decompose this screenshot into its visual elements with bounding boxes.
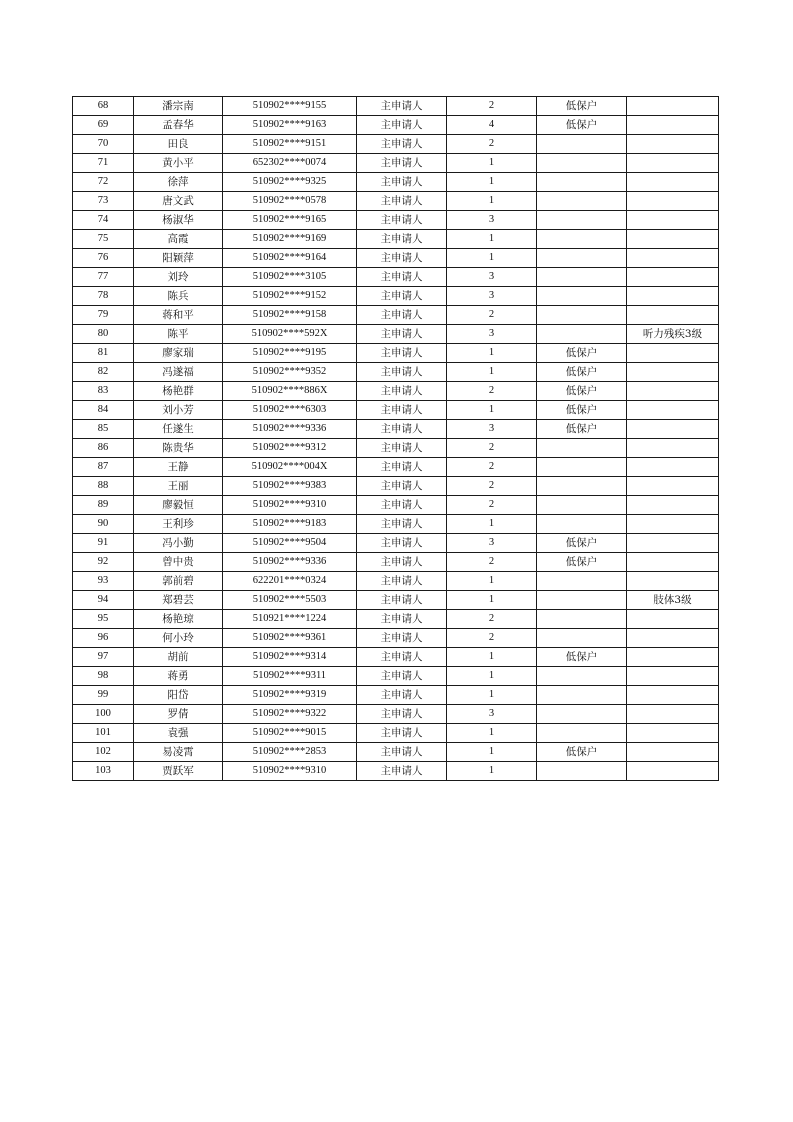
table-row (73, 268, 719, 287)
table-row (73, 287, 719, 306)
table-row (73, 116, 719, 135)
name-cell: 田良 (134, 135, 223, 154)
id-number-cell: 510902****5503 (223, 591, 357, 610)
assistance-type-cell (537, 629, 627, 648)
name-cell: 唐文武 (134, 192, 223, 211)
disability-cell (627, 762, 719, 781)
disability-cell (627, 268, 719, 287)
table-row (73, 439, 719, 458)
seq-cell: 96 (73, 629, 134, 648)
household-count-cell: 1 (447, 401, 537, 420)
assistance-type-cell: 低保户 (537, 743, 627, 762)
role-cell: 主申请人 (357, 743, 447, 762)
applicant-table-body (73, 97, 719, 781)
disability-cell (627, 211, 719, 230)
disability-cell (627, 344, 719, 363)
disability-cell (627, 610, 719, 629)
id-number-cell: 510902****9319 (223, 686, 357, 705)
id-number-cell: 510902****9152 (223, 287, 357, 306)
assistance-type-cell (537, 762, 627, 781)
assistance-type-cell: 低保户 (537, 344, 627, 363)
household-count-cell: 2 (447, 629, 537, 648)
assistance-type-cell (537, 306, 627, 325)
household-count-cell: 1 (447, 743, 537, 762)
name-cell: 郭前碧 (134, 572, 223, 591)
role-cell: 主申请人 (357, 249, 447, 268)
name-cell: 胡前 (134, 648, 223, 667)
seq-cell: 90 (73, 515, 134, 534)
id-number-cell: 510902****9336 (223, 420, 357, 439)
household-count-cell: 1 (447, 344, 537, 363)
table-row (73, 667, 719, 686)
seq-cell: 87 (73, 458, 134, 477)
role-cell: 主申请人 (357, 97, 447, 116)
household-count-cell: 3 (447, 705, 537, 724)
table-row (73, 534, 719, 553)
role-cell: 主申请人 (357, 154, 447, 173)
household-count-cell: 3 (447, 287, 537, 306)
assistance-type-cell (537, 591, 627, 610)
household-count-cell: 2 (447, 496, 537, 515)
disability-cell (627, 401, 719, 420)
table-row (73, 724, 719, 743)
disability-cell (627, 287, 719, 306)
id-number-cell: 510902****9314 (223, 648, 357, 667)
assistance-type-cell (537, 439, 627, 458)
assistance-type-cell (537, 686, 627, 705)
seq-cell: 86 (73, 439, 134, 458)
seq-cell: 68 (73, 97, 134, 116)
assistance-type-cell: 低保户 (537, 116, 627, 135)
disability-cell (627, 249, 719, 268)
assistance-type-cell: 低保户 (537, 420, 627, 439)
household-count-cell: 2 (447, 458, 537, 477)
name-cell: 冯遂福 (134, 363, 223, 382)
role-cell: 主申请人 (357, 230, 447, 249)
seq-cell: 89 (73, 496, 134, 515)
name-cell: 陈贵华 (134, 439, 223, 458)
assistance-type-cell (537, 249, 627, 268)
assistance-type-cell (537, 173, 627, 192)
seq-cell: 92 (73, 553, 134, 572)
household-count-cell: 2 (447, 553, 537, 572)
id-number-cell: 510902****9151 (223, 135, 357, 154)
disability-cell (627, 173, 719, 192)
table-row (73, 629, 719, 648)
role-cell: 主申请人 (357, 420, 447, 439)
name-cell: 王丽 (134, 477, 223, 496)
role-cell: 主申请人 (357, 192, 447, 211)
role-cell: 主申请人 (357, 458, 447, 477)
disability-cell (627, 743, 719, 762)
name-cell: 任遂生 (134, 420, 223, 439)
role-cell: 主申请人 (357, 648, 447, 667)
name-cell: 廖毅恒 (134, 496, 223, 515)
id-number-cell: 510902****9169 (223, 230, 357, 249)
id-number-cell: 510902****9165 (223, 211, 357, 230)
disability-cell (627, 116, 719, 135)
name-cell: 蒋和平 (134, 306, 223, 325)
id-number-cell: 510902****9015 (223, 724, 357, 743)
household-count-cell: 1 (447, 230, 537, 249)
table-row (73, 610, 719, 629)
name-cell: 郑碧芸 (134, 591, 223, 610)
name-cell: 阳岱 (134, 686, 223, 705)
table-row (73, 648, 719, 667)
household-count-cell: 1 (447, 591, 537, 610)
disability-cell (627, 496, 719, 515)
seq-cell: 75 (73, 230, 134, 249)
seq-cell: 88 (73, 477, 134, 496)
table-row (73, 154, 719, 173)
household-count-cell: 1 (447, 249, 537, 268)
role-cell: 主申请人 (357, 401, 447, 420)
assistance-type-cell (537, 515, 627, 534)
assistance-type-cell (537, 211, 627, 230)
role-cell: 主申请人 (357, 629, 447, 648)
table-row (73, 743, 719, 762)
household-count-cell: 3 (447, 325, 537, 344)
role-cell: 主申请人 (357, 591, 447, 610)
id-number-cell: 510902****9163 (223, 116, 357, 135)
name-cell: 杨艳琼 (134, 610, 223, 629)
table-row (73, 192, 719, 211)
table-row (73, 97, 719, 116)
assistance-type-cell (537, 268, 627, 287)
role-cell: 主申请人 (357, 211, 447, 230)
assistance-type-cell (537, 135, 627, 154)
seq-cell: 84 (73, 401, 134, 420)
role-cell: 主申请人 (357, 686, 447, 705)
name-cell: 刘玲 (134, 268, 223, 287)
assistance-type-cell (537, 724, 627, 743)
household-count-cell: 1 (447, 154, 537, 173)
assistance-type-cell: 低保户 (537, 363, 627, 382)
name-cell: 刘小芳 (134, 401, 223, 420)
disability-cell (627, 515, 719, 534)
name-cell: 袁强 (134, 724, 223, 743)
seq-cell: 97 (73, 648, 134, 667)
disability-cell: 肢体3级 (627, 591, 719, 610)
assistance-type-cell (537, 458, 627, 477)
assistance-type-cell (537, 610, 627, 629)
household-count-cell: 2 (447, 477, 537, 496)
table-row (73, 496, 719, 515)
id-number-cell: 510902****9195 (223, 344, 357, 363)
id-number-cell: 510902****9183 (223, 515, 357, 534)
assistance-type-cell (537, 230, 627, 249)
id-number-cell: 510902****886X (223, 382, 357, 401)
assistance-type-cell (537, 496, 627, 515)
household-count-cell: 3 (447, 420, 537, 439)
id-number-cell: 510902****9352 (223, 363, 357, 382)
household-count-cell: 1 (447, 686, 537, 705)
table-row (73, 686, 719, 705)
assistance-type-cell (537, 192, 627, 211)
id-number-cell: 510902****9164 (223, 249, 357, 268)
disability-cell (627, 420, 719, 439)
household-count-cell: 2 (447, 97, 537, 116)
id-number-cell: 510902****9325 (223, 173, 357, 192)
id-number-cell: 510902****004X (223, 458, 357, 477)
role-cell: 主申请人 (357, 363, 447, 382)
name-cell: 冯小勤 (134, 534, 223, 553)
role-cell: 主申请人 (357, 287, 447, 306)
name-cell: 高霞 (134, 230, 223, 249)
seq-cell: 102 (73, 743, 134, 762)
table-row (73, 515, 719, 534)
seq-cell: 71 (73, 154, 134, 173)
household-count-cell: 2 (447, 382, 537, 401)
assistance-type-cell: 低保户 (537, 648, 627, 667)
name-cell: 廖家瑞 (134, 344, 223, 363)
table-row (73, 325, 719, 344)
disability-cell (627, 534, 719, 553)
disability-cell (627, 382, 719, 401)
seq-cell: 101 (73, 724, 134, 743)
id-number-cell: 510902****9310 (223, 762, 357, 781)
id-number-cell: 510902****9504 (223, 534, 357, 553)
household-count-cell: 2 (447, 135, 537, 154)
disability-cell (627, 724, 719, 743)
table-row (73, 705, 719, 724)
seq-cell: 91 (73, 534, 134, 553)
name-cell: 蒋勇 (134, 667, 223, 686)
id-number-cell: 510902****9312 (223, 439, 357, 458)
id-number-cell: 510902****9158 (223, 306, 357, 325)
table-row (73, 211, 719, 230)
household-count-cell: 1 (447, 192, 537, 211)
role-cell: 主申请人 (357, 306, 447, 325)
assistance-type-cell (537, 667, 627, 686)
id-number-cell: 510902****9361 (223, 629, 357, 648)
seq-cell: 82 (73, 363, 134, 382)
name-cell: 易凌霄 (134, 743, 223, 762)
table-row (73, 173, 719, 192)
name-cell: 陈兵 (134, 287, 223, 306)
name-cell: 杨淑华 (134, 211, 223, 230)
disability-cell (627, 667, 719, 686)
name-cell: 王静 (134, 458, 223, 477)
name-cell: 王利珍 (134, 515, 223, 534)
id-number-cell: 510921****1224 (223, 610, 357, 629)
role-cell: 主申请人 (357, 705, 447, 724)
household-count-cell: 1 (447, 363, 537, 382)
seq-cell: 79 (73, 306, 134, 325)
role-cell: 主申请人 (357, 116, 447, 135)
household-count-cell: 1 (447, 667, 537, 686)
name-cell: 阳颖萍 (134, 249, 223, 268)
seq-cell: 74 (73, 211, 134, 230)
table-row (73, 458, 719, 477)
household-count-cell: 3 (447, 534, 537, 553)
household-count-cell: 3 (447, 268, 537, 287)
assistance-type-cell: 低保户 (537, 553, 627, 572)
id-number-cell: 510902****6303 (223, 401, 357, 420)
table-row (73, 344, 719, 363)
table-row (73, 306, 719, 325)
id-number-cell: 510902****9310 (223, 496, 357, 515)
table-row (73, 553, 719, 572)
id-number-cell: 510902****2853 (223, 743, 357, 762)
assistance-type-cell (537, 154, 627, 173)
seq-cell: 98 (73, 667, 134, 686)
role-cell: 主申请人 (357, 553, 447, 572)
disability-cell (627, 553, 719, 572)
seq-cell: 85 (73, 420, 134, 439)
disability-cell (627, 363, 719, 382)
seq-cell: 83 (73, 382, 134, 401)
disability-cell (627, 306, 719, 325)
id-number-cell: 510902****0578 (223, 192, 357, 211)
role-cell: 主申请人 (357, 477, 447, 496)
disability-cell (627, 439, 719, 458)
assistance-type-cell: 低保户 (537, 534, 627, 553)
id-number-cell: 510902****592X (223, 325, 357, 344)
disability-cell (627, 135, 719, 154)
seq-cell: 72 (73, 173, 134, 192)
seq-cell: 103 (73, 762, 134, 781)
id-number-cell: 652302****0074 (223, 154, 357, 173)
disability-cell (627, 629, 719, 648)
household-count-cell: 1 (447, 648, 537, 667)
disability-cell (627, 154, 719, 173)
name-cell: 黄小平 (134, 154, 223, 173)
role-cell: 主申请人 (357, 534, 447, 553)
seq-cell: 100 (73, 705, 134, 724)
assistance-type-cell: 低保户 (537, 97, 627, 116)
table-row (73, 135, 719, 154)
role-cell: 主申请人 (357, 439, 447, 458)
household-count-cell: 1 (447, 572, 537, 591)
name-cell: 贾跃军 (134, 762, 223, 781)
assistance-type-cell (537, 477, 627, 496)
disability-cell (627, 230, 719, 249)
household-count-cell: 4 (447, 116, 537, 135)
disability-cell (627, 686, 719, 705)
role-cell: 主申请人 (357, 268, 447, 287)
name-cell: 曾中贵 (134, 553, 223, 572)
id-number-cell: 622201****0324 (223, 572, 357, 591)
seq-cell: 78 (73, 287, 134, 306)
role-cell: 主申请人 (357, 496, 447, 515)
id-number-cell: 510902****9322 (223, 705, 357, 724)
household-count-cell: 1 (447, 762, 537, 781)
id-number-cell: 510902****9336 (223, 553, 357, 572)
table-row (73, 230, 719, 249)
assistance-type-cell: 低保户 (537, 382, 627, 401)
role-cell: 主申请人 (357, 724, 447, 743)
id-number-cell: 510902****9383 (223, 477, 357, 496)
seq-cell: 73 (73, 192, 134, 211)
table-row (73, 420, 719, 439)
household-count-cell: 1 (447, 173, 537, 192)
seq-cell: 93 (73, 572, 134, 591)
assistance-type-cell (537, 287, 627, 306)
role-cell: 主申请人 (357, 382, 447, 401)
seq-cell: 77 (73, 268, 134, 287)
role-cell: 主申请人 (357, 610, 447, 629)
table-row (73, 249, 719, 268)
id-number-cell: 510902****9311 (223, 667, 357, 686)
disability-cell (627, 477, 719, 496)
role-cell: 主申请人 (357, 667, 447, 686)
household-count-cell: 2 (447, 439, 537, 458)
name-cell: 陈平 (134, 325, 223, 344)
table-row (73, 591, 719, 610)
assistance-type-cell (537, 705, 627, 724)
name-cell: 杨艳群 (134, 382, 223, 401)
seq-cell: 94 (73, 591, 134, 610)
household-count-cell: 1 (447, 515, 537, 534)
table-row (73, 363, 719, 382)
seq-cell: 76 (73, 249, 134, 268)
role-cell: 主申请人 (357, 173, 447, 192)
applicant-table (72, 96, 719, 781)
role-cell: 主申请人 (357, 762, 447, 781)
household-count-cell: 1 (447, 724, 537, 743)
assistance-type-cell (537, 325, 627, 344)
name-cell: 罗倩 (134, 705, 223, 724)
role-cell: 主申请人 (357, 135, 447, 154)
disability-cell: 听力残疾3级 (627, 325, 719, 344)
disability-cell (627, 572, 719, 591)
role-cell: 主申请人 (357, 344, 447, 363)
table-row (73, 477, 719, 496)
assistance-type-cell (537, 572, 627, 591)
seq-cell: 70 (73, 135, 134, 154)
disability-cell (627, 458, 719, 477)
id-number-cell: 510902****3105 (223, 268, 357, 287)
role-cell: 主申请人 (357, 325, 447, 344)
household-count-cell: 3 (447, 211, 537, 230)
seq-cell: 69 (73, 116, 134, 135)
seq-cell: 99 (73, 686, 134, 705)
disability-cell (627, 97, 719, 116)
role-cell: 主申请人 (357, 515, 447, 534)
seq-cell: 95 (73, 610, 134, 629)
household-count-cell: 2 (447, 610, 537, 629)
assistance-type-cell: 低保户 (537, 401, 627, 420)
table-row (73, 572, 719, 591)
seq-cell: 81 (73, 344, 134, 363)
household-count-cell: 2 (447, 306, 537, 325)
role-cell: 主申请人 (357, 572, 447, 591)
table-row (73, 382, 719, 401)
disability-cell (627, 192, 719, 211)
seq-cell: 80 (73, 325, 134, 344)
table-row (73, 401, 719, 420)
name-cell: 潘宗南 (134, 97, 223, 116)
name-cell: 何小玲 (134, 629, 223, 648)
disability-cell (627, 705, 719, 724)
name-cell: 孟春华 (134, 116, 223, 135)
disability-cell (627, 648, 719, 667)
name-cell: 徐萍 (134, 173, 223, 192)
table-row (73, 762, 719, 781)
id-number-cell: 510902****9155 (223, 97, 357, 116)
